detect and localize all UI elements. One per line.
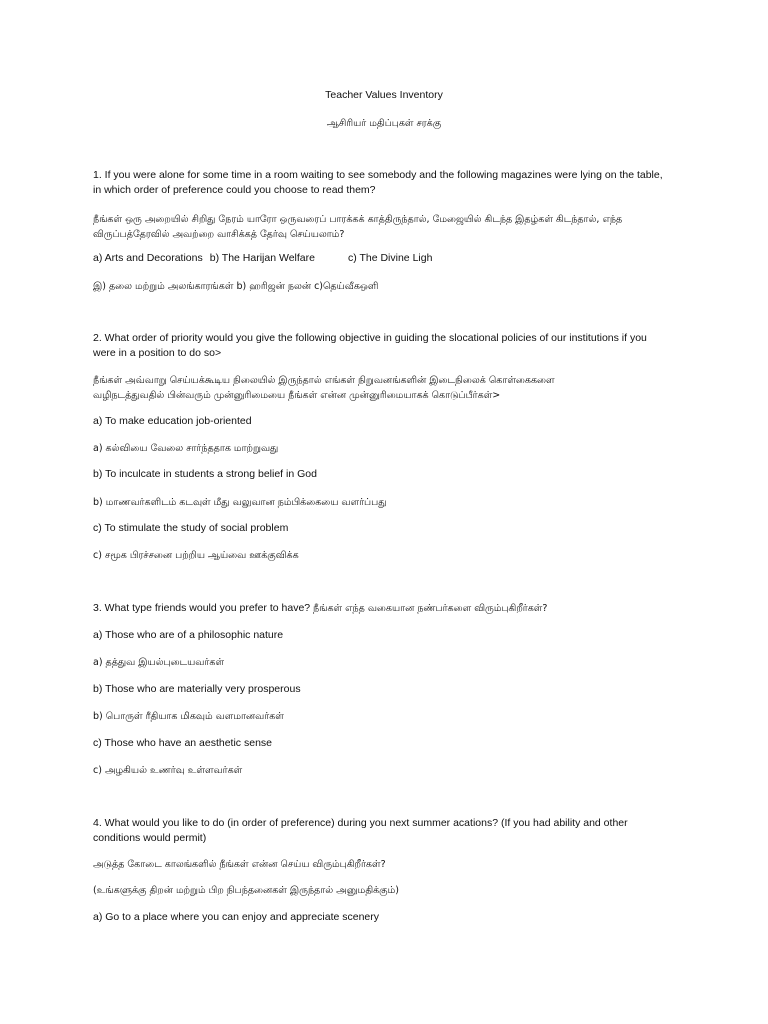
q2-text-line1: 2. What order of priority would you give the following objective in guiding the slocational policies of our institutions if you [93, 332, 647, 344]
q2-tamil-line2: வழிநடத்துவதில் பின்வரும் முன்னுரிமையை நீங்கள் என்ன முன்னுரிமையாகக் கொடுப்பீர்கள்> [93, 390, 501, 401]
q2-option-b: b) To inculcate in students a strong belief in God [93, 468, 317, 480]
document-title: Teacher Values Inventory [325, 89, 443, 101]
q3-option-b-tamil: b) பொருள் ரீதியாக மிகவும் வளமானவர்கள் [93, 711, 284, 722]
q2-option-a: a) To make education job-oriented [93, 415, 252, 427]
q1-options [93, 251, 432, 267]
q1-tamil-line2: விருப்பத்தேரவில் அவற்றை வாசிக்கத் தேர்வு செய்யலாம்? [93, 229, 345, 240]
document-title-tamil: ஆசிரியர் மதிப்புகள் சரக்கு [326, 118, 442, 129]
q4-text-line2: conditions would permit) [93, 832, 207, 844]
q3-option-a: a) Those who are of a philosophic nature [93, 629, 284, 641]
q3-option-c: c) Those who have an aesthetic sense [93, 737, 272, 749]
q2-option-b-tamil: b) மாணவர்களிடம் கடவுள் மீது வலுவான நம்பிக்கையை வளர்ப்பது [93, 497, 387, 508]
q4-tamil-line1: அடுத்த கோடை காலங்களில் நீங்கள் என்ன செய்ய விரும்புகிறீர்கள்? [93, 859, 386, 870]
q3-question: 3. What type friends would you prefer to have? [93, 602, 311, 614]
q2-text-line2: were in a position to do so> [93, 347, 222, 359]
q1-text-line2: in which order of preference could you choose to read them? [93, 184, 376, 196]
q3-option-a-tamil: a) தத்துவ இயல்புடையவர்கள் [93, 657, 225, 668]
q3-question-tamil: நீங்கள் எந்த வகையான நண்பர்களை விரும்புகிறீர்கள்? [313, 603, 548, 614]
q1-options-tamil: இ) தலை மற்றும் அலங்காரங்கள் b) ஹரிஜன் நலன் c)தெய்வீகஒளி [93, 281, 379, 292]
q2-option-a-tamil: a) கல்வியை வேலை சார்ந்ததாக மாற்றுவது [93, 443, 279, 454]
q3-option-c-tamil: c) அழகியல் உணர்வு உள்ளவர்கள் [93, 765, 243, 776]
q2-option-c: c) To stimulate the study of social problem [93, 522, 289, 534]
q1-text-line1: 1. If you were alone for some time in a room waiting to see somebody and the following magazines were lying on the table, [93, 169, 663, 181]
q3-option-b: b) Those who are materially very prosperous [93, 683, 301, 695]
q2-tamil-line1: நீங்கள் அவ்வாறு செய்யக்கூடிய நிலையில் இருந்தால் எங்கள் நிறுவனங்களின் இடைநிலைக் கொள்கைகளை [93, 375, 555, 386]
q1-option-a: a) Arts and Decorations [93, 252, 203, 264]
q4-option-a: a) Go to a place where you can enjoy and appreciate scenery [93, 911, 380, 923]
q4-text-line1: 4. What would you like to do (in order of preference) during you next summer acations? (If you had ability and other [93, 817, 628, 829]
q1-option-c: c) The Divine Ligh [347, 252, 433, 264]
q2-option-c-tamil: c) சமூக பிரச்சனை பற்றிய ஆய்வை ஊக்குவிக்க [93, 550, 299, 561]
q1-tamil-line1: நீங்கள் ஒரு அறையில் சிறிது நேரம் யாரோ ஒருவரைப் பாரக்கக் காத்திருந்தால், மேஜையில் கிடந்த இதழ்கள் கிடந்தால், எந்த [93, 214, 623, 225]
q4-tamil-line2: (உங்களுக்கு திறன் மற்றும் பிற நிபந்தனைகள் இருந்தால் அனுமதிக்கும்) [93, 885, 399, 896]
q1-option-b: b) The Harijan Welfare [209, 252, 315, 264]
q3-text-line1 [93, 601, 547, 617]
